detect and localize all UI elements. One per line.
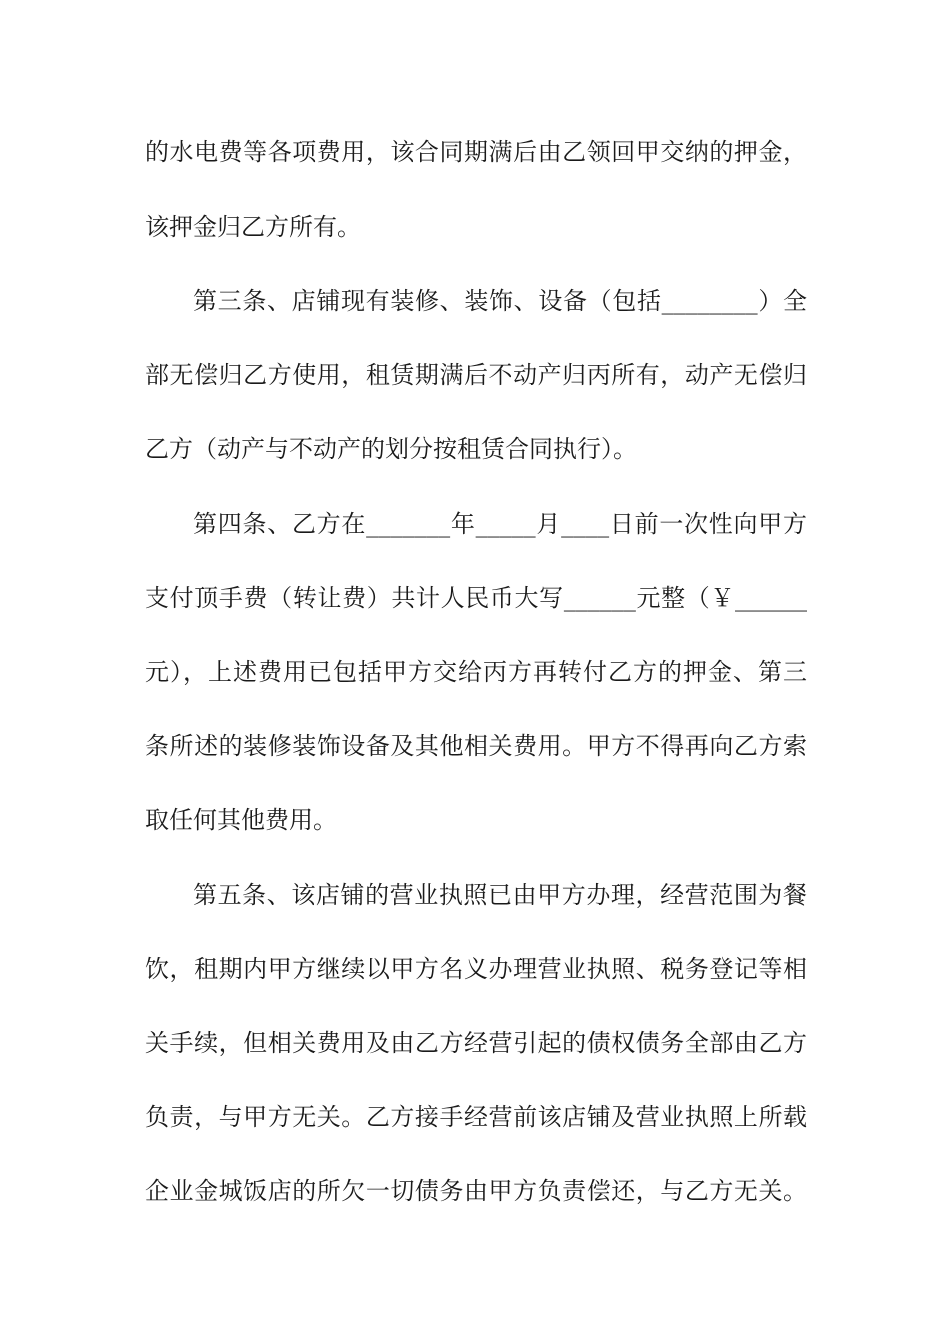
- text-line: 取任何其他费用。: [145, 806, 337, 834]
- text-line: 乙方（动产与不动产的划分按租赁合同执行）。: [145, 435, 637, 463]
- text-line: 的水电费等各项费用，该合同期满后由乙领回甲交纳的押金，: [145, 138, 807, 166]
- text-line: 企业金城饭店的所欠一切债务由甲方负责偿还，与乙方无关。: [145, 1177, 807, 1205]
- text-line: 支付顶手费（转让费）共计人民币大写______元整（￥______: [145, 584, 807, 612]
- text-line: 该押金归乙方所有。: [145, 213, 361, 241]
- text-line: 元），上述费用已包括甲方交给丙方再转付乙方的押金、第三: [145, 658, 807, 686]
- text-line: 部无偿归乙方使用，租赁期满后不动产归丙所有，动产无偿归: [145, 361, 807, 389]
- clause-five-first-line: 第五条、该店铺的营业执照已由甲方办理，经营范围为餐: [193, 881, 807, 909]
- clause-four-first-line: 第四条、乙方在_______年_____月____日前一次性向甲方: [193, 510, 807, 538]
- text-line: 关手续，但相关费用及由乙方经营引起的债权债务全部由乙方: [145, 1029, 807, 1057]
- text-line: 负责，与甲方无关。乙方接手经营前该店铺及营业执照上所载: [145, 1103, 807, 1131]
- text-line: 条所述的装修装饰设备及其他相关费用。甲方不得再向乙方索: [145, 732, 807, 760]
- text-line: 饮，租期内甲方继续以甲方名义办理营业执照、税务登记等相: [145, 955, 807, 983]
- clause-three-first-line: 第三条、店铺现有装修、装饰、设备（包括________）全: [193, 287, 807, 315]
